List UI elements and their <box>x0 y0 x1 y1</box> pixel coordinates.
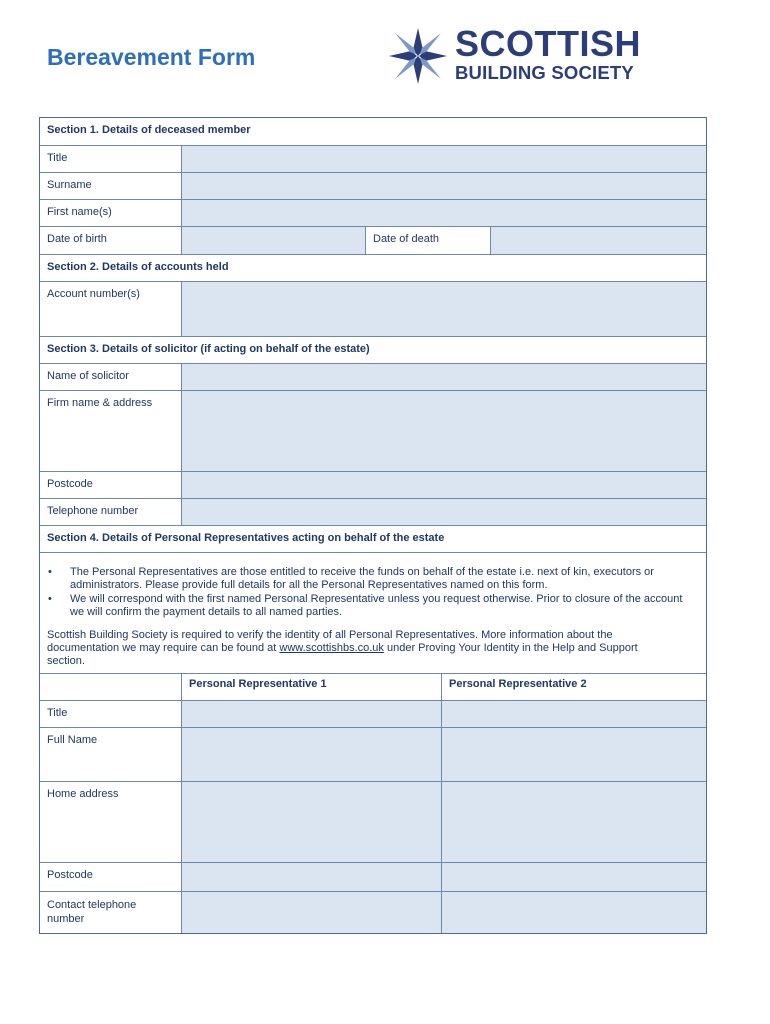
solicitor-name-row <box>40 364 706 391</box>
solicitor-telephone-label: Telephone number <box>47 505 139 517</box>
deceased-title-field[interactable] <box>181 146 706 172</box>
pr2-title-field[interactable] <box>441 701 706 727</box>
deceased-first-names-row <box>40 200 706 227</box>
solicitor-telephone-field[interactable] <box>181 499 706 525</box>
date-of-birth-field[interactable] <box>181 227 365 254</box>
date-of-death-label: Date of death <box>373 233 440 245</box>
solicitor-firm-row <box>40 391 706 472</box>
cell-divider <box>365 227 366 254</box>
pr1-postcode-field[interactable] <box>181 863 441 891</box>
date-of-birth-label: Date of birth <box>47 233 107 245</box>
pr2-home-address-field[interactable] <box>441 782 706 862</box>
info-bullet: • We will correspond with the first named Personal Representative unless you request otherwise. Prior to closure of the account we will confirm the payment details to all named parties. <box>48 593 698 619</box>
pr-postcode-row <box>40 863 706 892</box>
section4-heading: Section 4. Details of Personal Representatives acting on behalf of the estate <box>47 532 445 544</box>
website-link[interactable]: www.scottishbs.co.uk <box>279 642 384 654</box>
section3-header-row <box>40 337 706 364</box>
cell-divider <box>181 674 182 700</box>
account-numbers-row <box>40 282 706 337</box>
pr2-contact-field[interactable] <box>441 892 706 933</box>
pr2-postcode-field[interactable] <box>441 863 706 891</box>
identity-info-text: Scottish Building Society is required to verify the identity of all Personal Representatives. More information about the documentation we may require can be found at <box>47 629 613 654</box>
logo-text-building-society: BUILDING SOCIETY <box>455 62 634 83</box>
date-of-death-field[interactable] <box>490 227 706 254</box>
page-title: Bereavement Form <box>47 44 256 70</box>
pr2-column-header: Personal Representative 2 <box>449 678 587 690</box>
identity-info-paragraph <box>47 629 667 668</box>
scottish-building-society-logo <box>387 23 687 86</box>
deceased-first-names-label: First name(s) <box>47 206 112 218</box>
solicitor-firm-field[interactable] <box>181 391 706 471</box>
deceased-surname-label: Surname <box>47 179 92 191</box>
pr-home-address-label: Home address <box>47 788 119 800</box>
deceased-title-row <box>40 146 706 173</box>
cell-divider <box>441 674 442 700</box>
solicitor-postcode-row <box>40 472 706 499</box>
solicitor-firm-label: Firm name & address <box>47 397 153 409</box>
logo-text-scottish: SCOTTISH <box>455 23 642 64</box>
deceased-dates-row <box>40 227 706 255</box>
info-bullet: • The Personal Representatives are those entitled to receive the funds on behalf of the estate i.e. next of kin, executors or administrators. Please provide full details for all the Personal Representatives named on this form. <box>48 566 698 592</box>
section1-heading: Section 1. Details of deceased member <box>47 124 251 136</box>
account-numbers-label: Account number(s) <box>47 288 140 300</box>
deceased-title-label: Title <box>47 152 68 164</box>
pr1-contact-field[interactable] <box>181 892 441 933</box>
pr-home-address-row <box>40 782 706 863</box>
solicitor-postcode-label: Postcode <box>47 478 93 490</box>
pr1-full-name-field[interactable] <box>181 728 441 781</box>
pr-postcode-label: Postcode <box>47 869 93 881</box>
section2-header-row <box>40 255 706 282</box>
section4-header-row <box>40 526 706 553</box>
section2-heading: Section 2. Details of accounts held <box>47 261 229 273</box>
pr-contact-row <box>40 892 706 933</box>
deceased-surname-field[interactable] <box>181 173 706 199</box>
pr-title-label: Title <box>47 707 68 719</box>
pr-full-name-label: Full Name <box>47 734 98 746</box>
solicitor-postcode-field[interactable] <box>181 472 706 498</box>
pr1-home-address-field[interactable] <box>181 782 441 862</box>
pr-contact-label: Contact telephone number <box>47 899 137 925</box>
saltire-star-icon <box>387 26 449 86</box>
pr-column-header-row <box>40 674 706 701</box>
section3-heading: Section 3. Details of solicitor (if acting on behalf of the estate) <box>47 343 370 355</box>
deceased-first-names-field[interactable] <box>181 200 706 226</box>
pr-full-name-row <box>40 728 706 782</box>
pr1-title-field[interactable] <box>181 701 441 727</box>
section4-info-row <box>40 553 706 674</box>
pr-title-row <box>40 701 706 728</box>
account-numbers-field[interactable] <box>181 282 706 336</box>
pr1-column-header: Personal Representative 1 <box>189 678 327 690</box>
solicitor-telephone-row <box>40 499 706 526</box>
pr2-full-name-field[interactable] <box>441 728 706 781</box>
identity-info-text-end: under Proving Your Identity in the Help and Support section. <box>47 642 638 667</box>
solicitor-name-field[interactable] <box>181 364 706 390</box>
section1-header-row <box>40 118 706 146</box>
deceased-surname-row <box>40 173 706 200</box>
solicitor-name-label: Name of solicitor <box>47 370 129 382</box>
bereavement-form <box>39 117 707 934</box>
info-bullet-list <box>48 566 698 620</box>
